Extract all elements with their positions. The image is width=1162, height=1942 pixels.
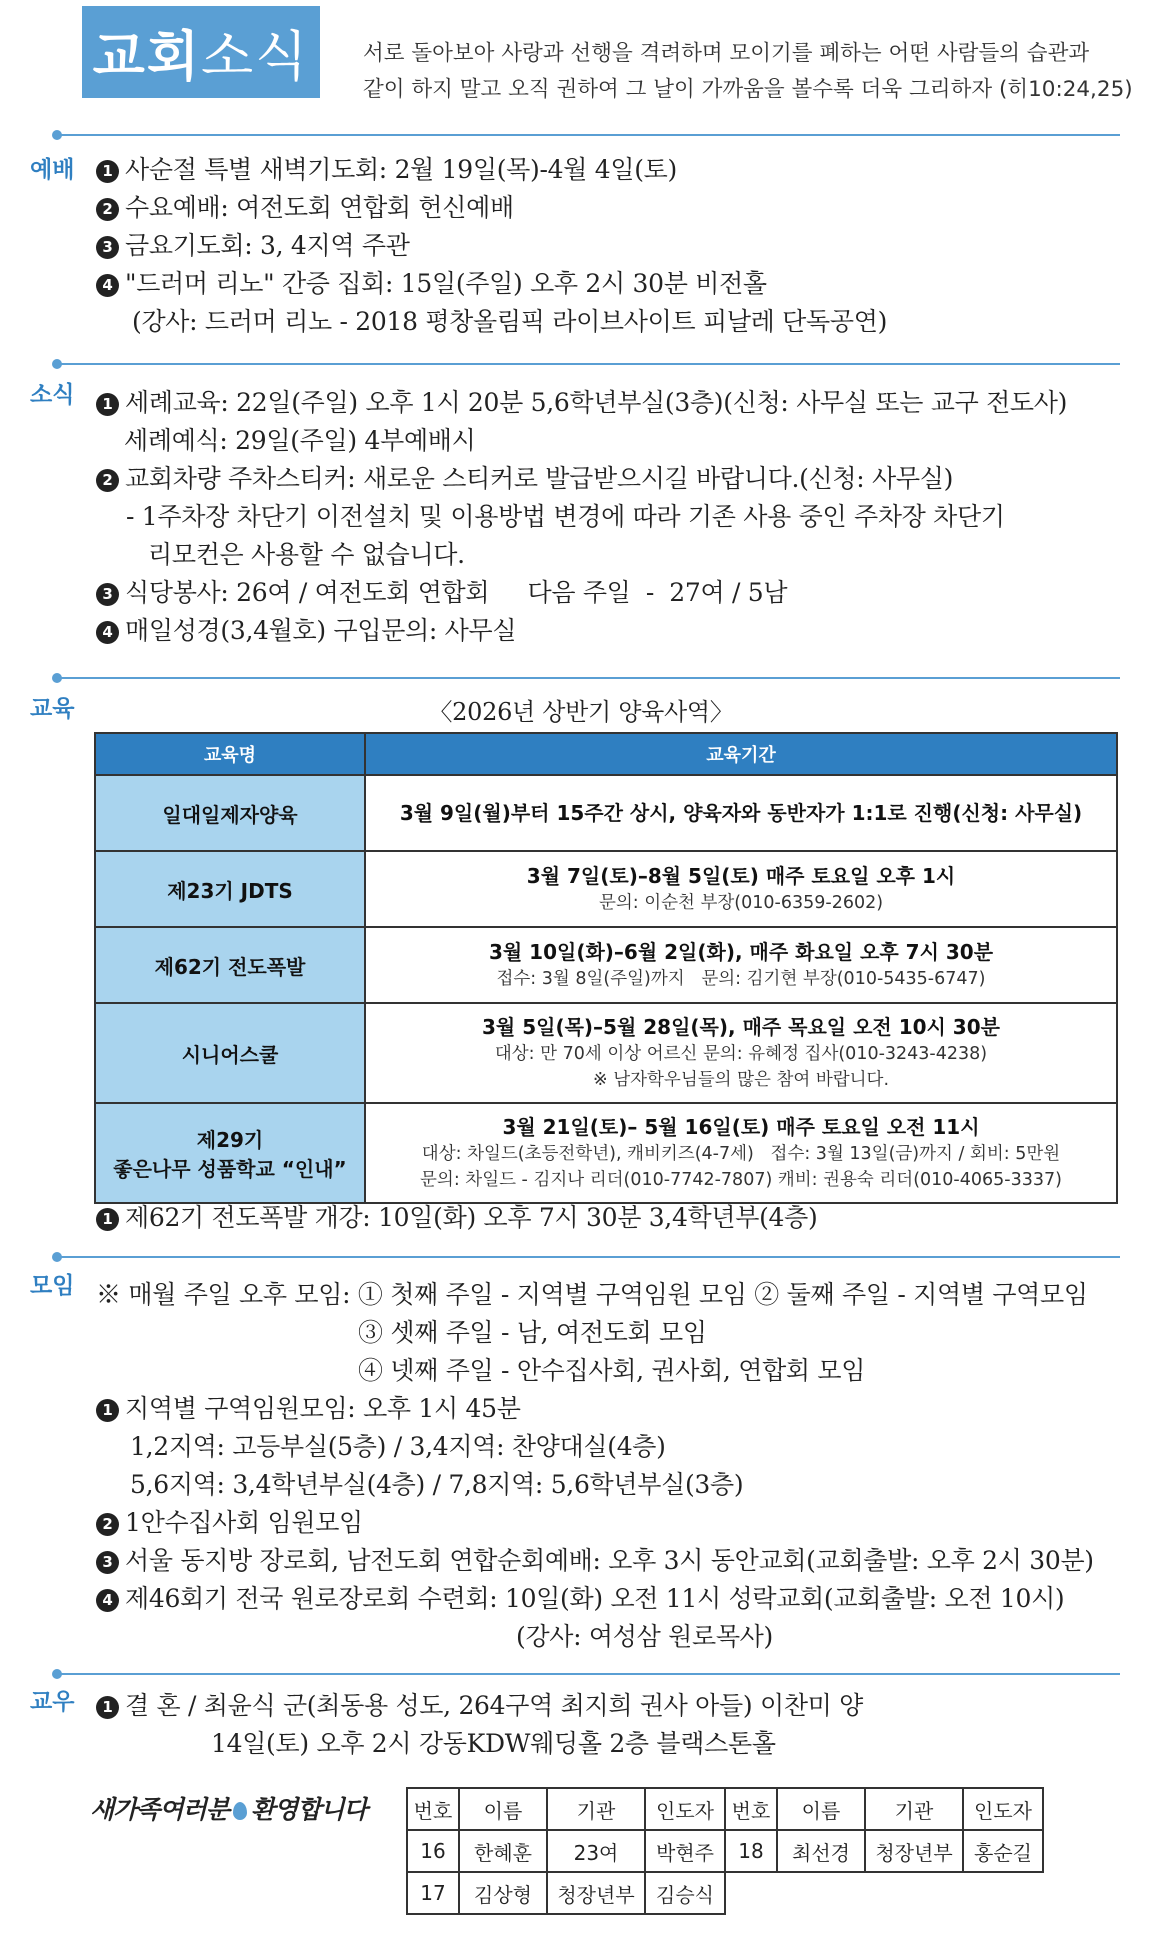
- news-label: 소식: [30, 382, 75, 408]
- divider: [56, 134, 1120, 136]
- fellowship-item-text: 결 혼 / 최윤식 군(최동용 성도, 264구역 최지희 권사 아들) 이찬미 양: [125, 1691, 864, 1720]
- table-cell: 17: [407, 1872, 459, 1914]
- meeting-item-text: 지역별 구역임원모임: 오후 1시 45분: [125, 1394, 521, 1423]
- column-header-name: 교육명: [95, 733, 365, 775]
- table-row: [95, 927, 1117, 1003]
- table-cell: 최선경: [777, 1830, 865, 1872]
- period-note: ※ 남자학우님들의 많은 참여 바랍니다.: [592, 1069, 890, 1090]
- program-name: 일대일제자양육: [95, 775, 365, 851]
- program-name: 제23기 JDTS: [95, 851, 365, 927]
- table-cell: 김승식: [645, 1872, 725, 1914]
- table-cell: 한혜훈: [459, 1830, 547, 1872]
- meeting-item-text: 서울 동지방 장로회, 남전도회 연합순회예배: 오후 3시 동안교회(교회출발: 오후 2시 30분): [125, 1546, 1094, 1575]
- meeting-item-1-sub2: 5,6지역: 3,4학년부실(4층) / 7,8지역: 5,6학년부실(3층): [130, 1470, 744, 1499]
- welcome-right: 환영합니다: [250, 1795, 367, 1824]
- table-header-row: [95, 733, 1117, 775]
- empty-cell: [865, 1872, 963, 1914]
- program-name: [95, 1103, 365, 1203]
- meeting-list: [96, 1275, 1094, 1655]
- meeting-item-4-note: (강사: 여성삼 원로목사): [516, 1622, 773, 1651]
- table-row: [95, 1003, 1117, 1103]
- program-name-line-1: 제29기: [196, 1128, 264, 1152]
- period-sub: 문의: 이순천 부장(010-6359-2602): [598, 892, 884, 913]
- news-item-2: [96, 459, 1067, 497]
- title-light: 소식: [201, 24, 310, 88]
- meeting-item-3: [96, 1541, 1094, 1579]
- news-item-1-sub: 세례예식: 29일(주일) 4부예배시: [124, 426, 476, 455]
- new-family-table: [406, 1787, 1044, 1915]
- worship-item-text: 금요기도회: 3, 4지역 주관: [125, 231, 410, 260]
- education-table: [94, 732, 1118, 1204]
- table-cell: 홍순길: [963, 1830, 1043, 1872]
- education-label: 교육: [30, 696, 75, 722]
- table-header-row: [407, 1788, 1043, 1830]
- period-main: 3월 5일(목)–5월 28일(목), 매주 목요일 오전 10시 30분: [482, 1014, 1000, 1039]
- news-item-2-sub: - 1주차장 차단기 이전설치 및 이용방법 변경에 따라 기존 사용 중인 주차장 차단기: [126, 502, 1005, 531]
- meeting-item-2: [96, 1503, 1094, 1541]
- number-badge: 2: [96, 469, 119, 492]
- worship-label: 예배: [30, 157, 75, 183]
- new-family-table-wrap: [406, 1787, 1044, 1915]
- fellowship-label: 교우: [30, 1689, 75, 1715]
- program-name: 제62기 전도폭발: [95, 927, 365, 1003]
- period-main: 3월 7일(토)–8월 5일(토) 매주 토요일 오후 1시: [526, 863, 956, 888]
- meeting-item-text: 1안수집사회 임원모임: [125, 1508, 363, 1537]
- number-badge: 4: [96, 621, 119, 644]
- news-item-text: 세례교육: 22일(주일) 오후 1시 20분 5,6학년부실(3층)(신청: 사무실 또는 교구 전도사): [125, 388, 1068, 417]
- worship-item-3: [96, 226, 887, 264]
- verse-line-1: 서로 돌아보아 사랑과 선행을 격려하며 모이기를 폐하는 어떤 사람들의 습관과: [363, 41, 1090, 66]
- meeting-schedule-3: ③ 셋째 주일 - 남, 여전도회 모임: [358, 1318, 707, 1347]
- column-header-period: 교육기간: [365, 733, 1117, 775]
- table-cell: 김상형: [459, 1872, 547, 1914]
- worship-list: [96, 150, 887, 340]
- table-cell: 23여: [547, 1830, 645, 1872]
- number-badge: 4: [96, 274, 119, 297]
- period-contact: 문의: 차일드 - 김지나 리더(010-7742-7807) 캐비: 권용숙 리더(010-4065-3337): [420, 1169, 1062, 1190]
- fellowship-list: [96, 1686, 863, 1762]
- verse-line-2: 같이 하지 말고 오직 권하여 그 날이 가까움을 볼수록 더욱 그리하자 (히10:24,25): [363, 77, 1133, 102]
- number-badge: 2: [96, 198, 119, 221]
- period-main: 3월 21일(토)– 5월 16일(토) 매주 토요일 오전 11시: [502, 1114, 980, 1139]
- fellowship-item-1-sub: 14일(토) 오후 2시 강동KDW웨딩홀 2층 블랙스톤홀: [211, 1729, 776, 1758]
- meeting-item-1: [96, 1389, 1094, 1427]
- worship-item-4: [96, 264, 887, 302]
- meeting-schedule: ※ 매월 주일 오후 모임: ① 첫째 주일 - 지역별 구역임원 모임 ② 둘째 주일 - 지역별 구역모임: [96, 1280, 1088, 1309]
- number-badge: 1: [96, 1696, 119, 1719]
- table-cell: 16: [407, 1830, 459, 1872]
- table-row: [95, 775, 1117, 851]
- period-main: 3월 10일(화)–6월 2일(화), 매주 화요일 오후 7시 30분: [488, 939, 994, 964]
- education-table-wrap: [94, 732, 1118, 1204]
- number-badge: 3: [96, 1551, 119, 1574]
- table-cell: 박현주: [645, 1830, 725, 1872]
- table-cell: 청장년부: [865, 1830, 963, 1872]
- number-badge: 2: [96, 1513, 119, 1536]
- meeting-item-4: [96, 1579, 1094, 1617]
- news-list: [96, 383, 1067, 649]
- column-header: 이름: [459, 1788, 547, 1830]
- news-item-text: 매일성경(3,4월호) 구입문의: 사무실: [125, 616, 517, 645]
- program-name: 시니어스쿨: [95, 1003, 365, 1103]
- column-header: 기관: [547, 1788, 645, 1830]
- program-period: [365, 1003, 1117, 1103]
- title-bold: 교회: [92, 24, 201, 88]
- table-row: [95, 1103, 1117, 1203]
- column-header: 기관: [865, 1788, 963, 1830]
- worship-item-text: 수요예배: 여전도회 연합회 헌신예배: [125, 193, 514, 222]
- number-badge: 3: [96, 236, 119, 259]
- number-badge: 1: [96, 1208, 119, 1231]
- divider: [56, 677, 1120, 679]
- table-row: [95, 851, 1117, 927]
- program-period: [365, 927, 1117, 1003]
- table-cell: 18: [725, 1830, 777, 1872]
- table-row: [407, 1830, 1043, 1872]
- program-name-line-2: 좋은나무 성품학교 “인내”: [113, 1157, 347, 1181]
- meeting-label: 모임: [30, 1273, 75, 1299]
- empty-cell: [777, 1872, 865, 1914]
- welcome-left: 새가족여러분: [90, 1795, 229, 1824]
- worship-item-text: 사순절 특별 새벽기도회: 2월 19일(목)-4월 4일(토): [125, 155, 677, 184]
- section-title: [82, 6, 320, 98]
- number-badge: 1: [96, 160, 119, 183]
- table-row: [407, 1872, 1043, 1914]
- meeting-item-text: 제46회기 전국 원로장로회 수련회: 10일(화) 오전 11시 성락교회(교회출발: 오전 10시): [125, 1584, 1065, 1613]
- empty-cell: [725, 1872, 777, 1914]
- fellowship-item-1: [96, 1686, 863, 1724]
- period-sub: 접수: 3월 8일(주일)까지 문의: 김기현 부장(010-5435-6747): [496, 968, 986, 989]
- number-badge: 3: [96, 583, 119, 606]
- column-header: 인도자: [645, 1788, 725, 1830]
- column-header: 인도자: [963, 1788, 1043, 1830]
- column-header: 이름: [777, 1788, 865, 1830]
- meeting-item-1-sub: 1,2지역: 고등부실(5층) / 3,4지역: 찬양대실(4층): [130, 1432, 666, 1461]
- news-item-text: 교회차량 주차스티커: 새로운 스티커로 발급받으시길 바랍니다.(신청: 사무실): [125, 464, 954, 493]
- header-verse: [363, 36, 1143, 108]
- education-note-text: 제62기 전도폭발 개강: 10일(화) 오후 7시 30분 3,4학년부(4층): [125, 1203, 818, 1232]
- number-badge: 1: [96, 1399, 119, 1422]
- program-period: [365, 851, 1117, 927]
- news-item-1: [96, 383, 1067, 421]
- number-badge: 1: [96, 393, 119, 416]
- divider: [56, 1673, 1120, 1675]
- worship-item-1: [96, 150, 887, 188]
- news-item-2-sub2: 리모컨은 사용할 수 없습니다.: [148, 540, 465, 569]
- period-sub: 대상: 만 70세 이상 어르신 문의: 유혜정 집사(010-3243-4238): [494, 1043, 988, 1064]
- period-main: 3월 9일(월)부터 15주간 상시, 양육자와 동반자가 1:1로 진행(신청: 사무실): [399, 800, 1083, 825]
- empty-cell: [963, 1872, 1043, 1914]
- news-item-4: [96, 611, 1067, 649]
- education-note: [96, 1198, 817, 1236]
- divider: [56, 363, 1120, 365]
- news-item-text: 식당봉사: 26여 / 여전도회 연합회 다음 주일 - 27여 / 5남: [125, 578, 788, 607]
- welcome-logo: [90, 1790, 367, 1826]
- period-sub: 대상: 차일드(초등전학년), 캐비키즈(4-7세) 접수: 3월 13일(금)까지 / 회비: 5만원: [421, 1143, 1061, 1164]
- column-header: 번호: [725, 1788, 777, 1830]
- worship-item-text: "드러머 리노" 간증 집회: 15일(주일) 오후 2시 30분 비전홀: [125, 269, 767, 298]
- number-badge: 4: [96, 1589, 119, 1612]
- water-drop-icon: [233, 1802, 247, 1820]
- education-table-title: 〈2026년 상반기 양육사역〉: [428, 698, 734, 726]
- column-header: 번호: [407, 1788, 459, 1830]
- news-item-3: [96, 573, 1067, 611]
- table-cell: 청장년부: [547, 1872, 645, 1914]
- worship-item-2: [96, 188, 887, 226]
- program-period: [365, 1103, 1117, 1203]
- divider: [56, 1256, 1120, 1258]
- program-period: [365, 775, 1117, 851]
- meeting-schedule-4: ④ 넷째 주일 - 안수집사회, 권사회, 연합회 모임: [358, 1356, 866, 1385]
- worship-item-4-note: (강사: 드러머 리노 - 2018 평창올림픽 라이브사이트 피날레 단독공연): [132, 307, 888, 336]
